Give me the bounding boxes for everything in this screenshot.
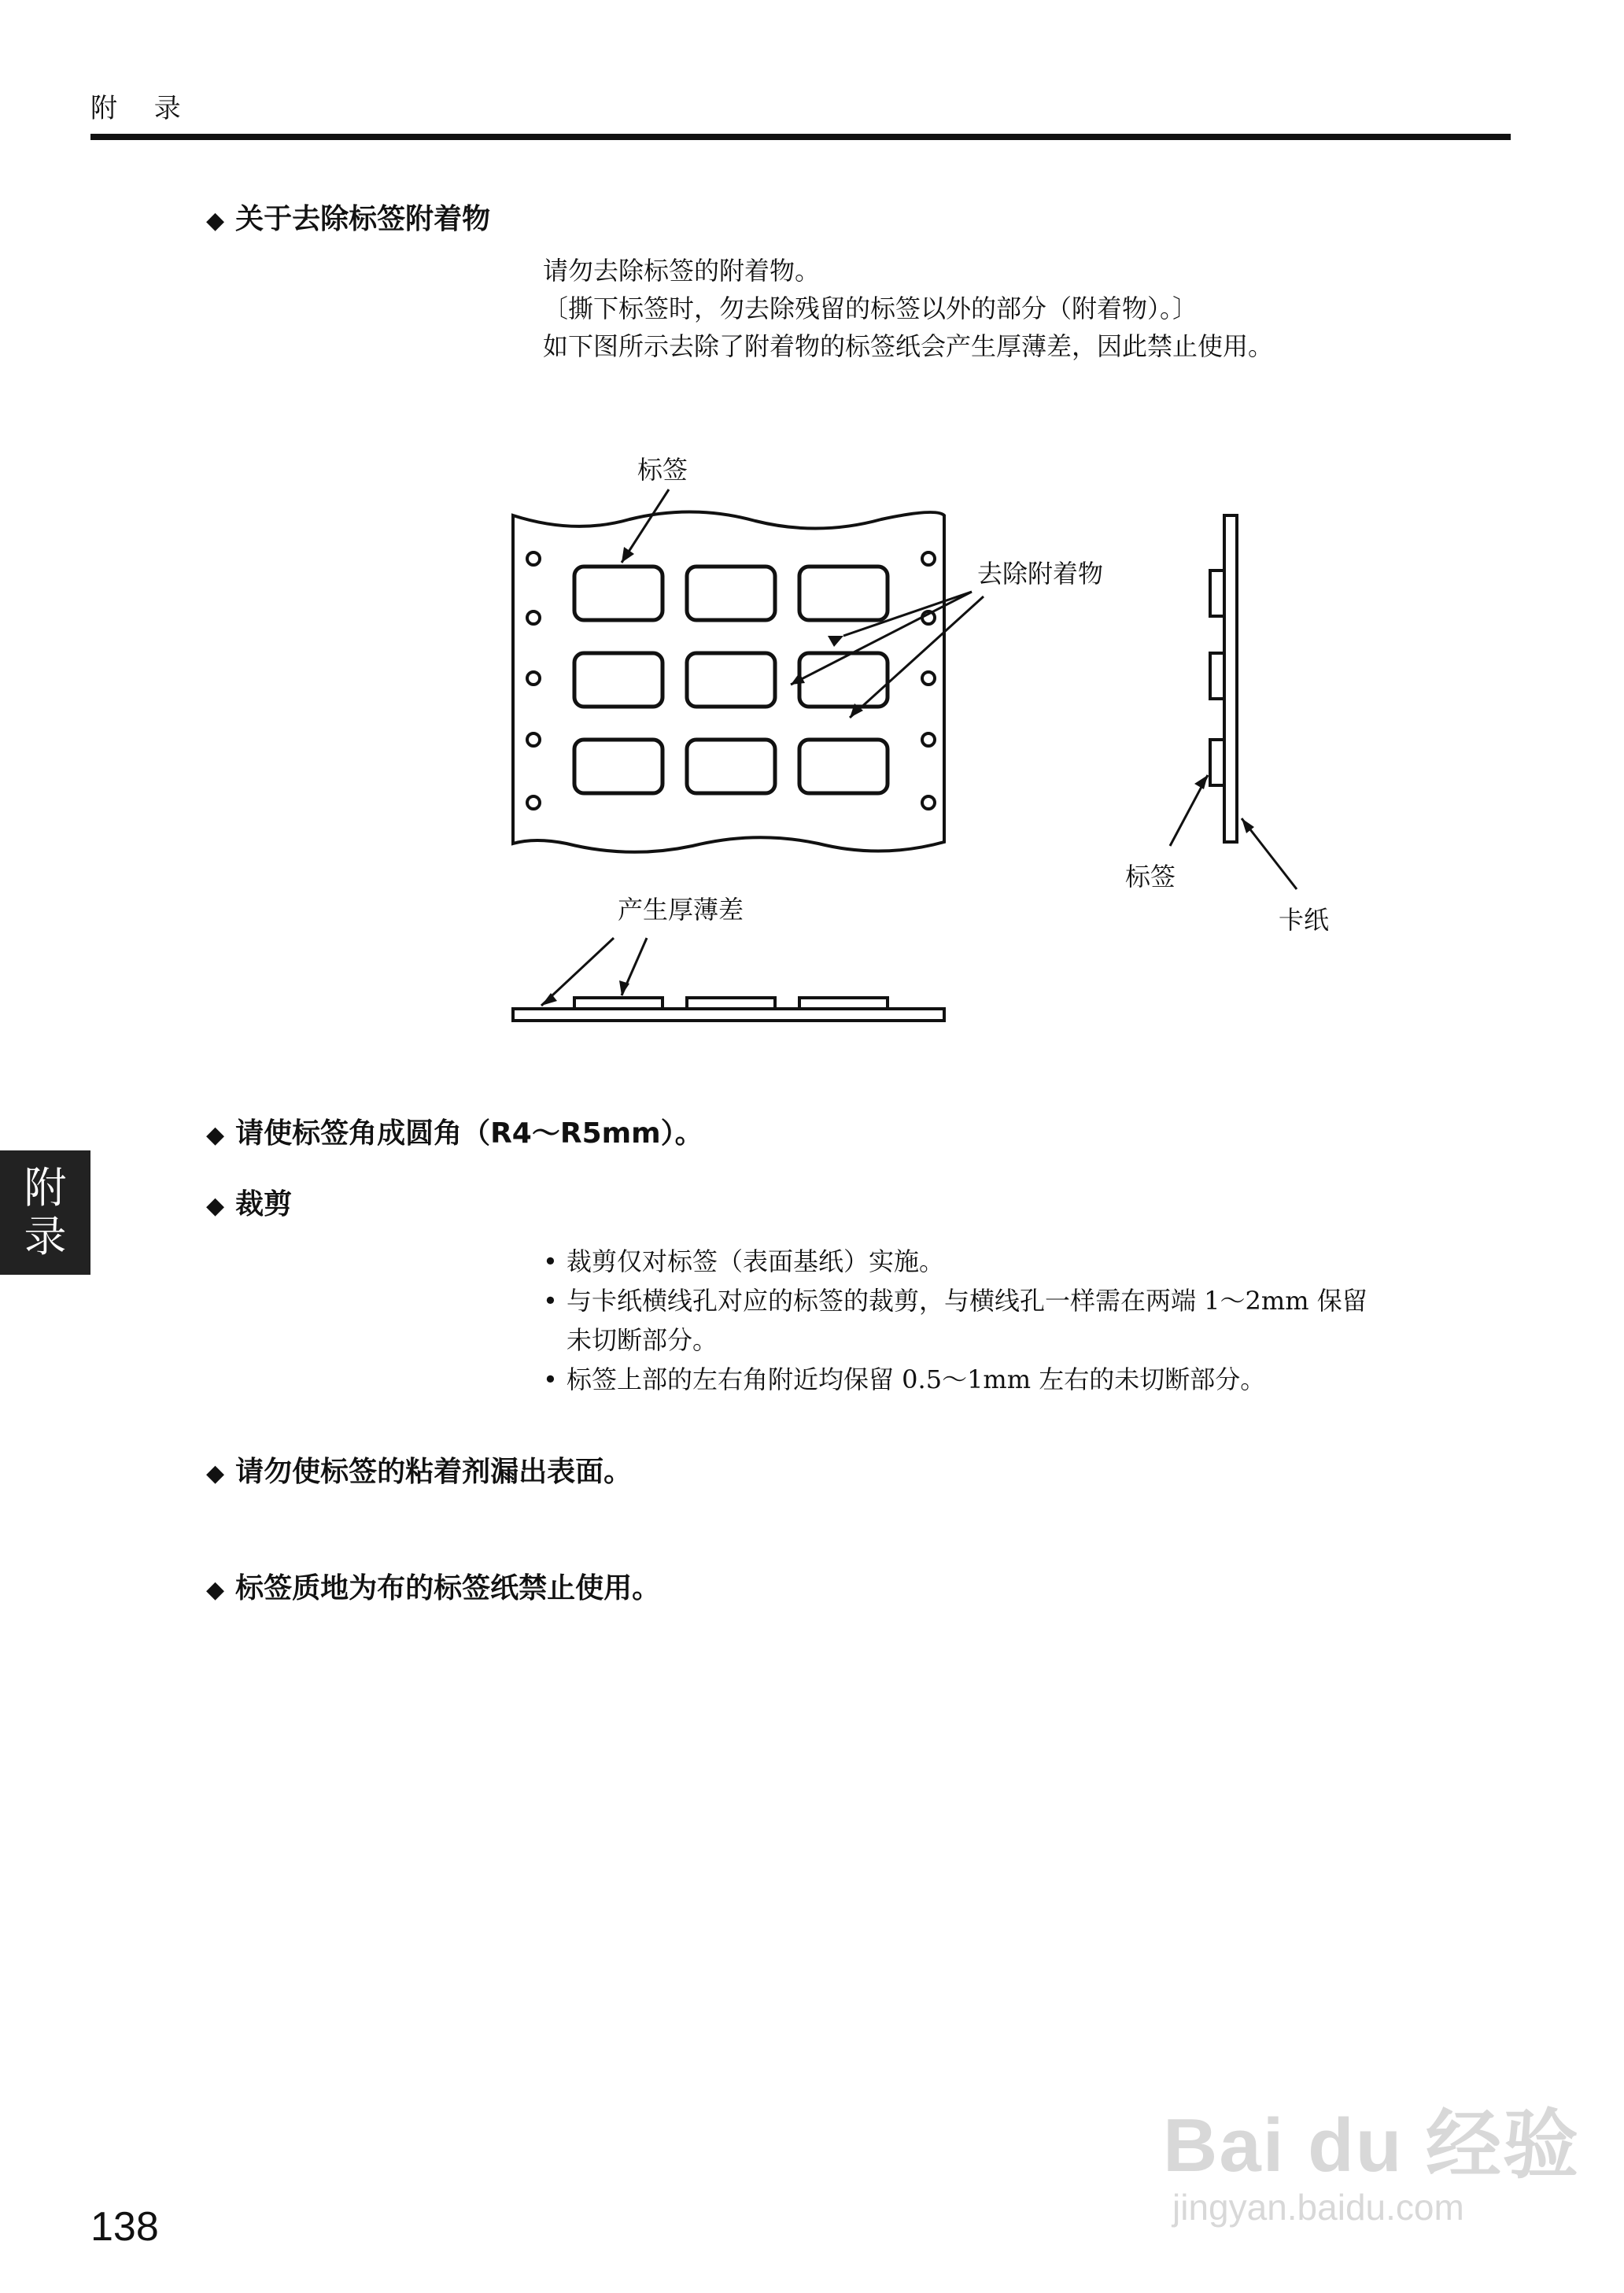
- diagram-label-side-label: 标签: [1125, 862, 1176, 892]
- page-number: 138: [90, 2204, 159, 2250]
- section-title: 裁剪: [235, 1188, 293, 1220]
- label-side-view: [1210, 653, 1224, 699]
- card-cross-section: [513, 1009, 944, 1021]
- list-item: • 标签上部的左右角附近均保留 0.5～1mm 左右的未切断部分。: [543, 1360, 1367, 1399]
- card-side-view: [1224, 515, 1237, 842]
- feed-hole: [527, 611, 540, 624]
- label-cross-section: [799, 998, 888, 1009]
- paragraph-line: 〔撕下标签时，勿去除残留的标签以外的部分（附着物）。〕: [543, 294, 1198, 323]
- diamond-bullet-icon: ◆: [206, 207, 225, 234]
- section-title: 请勿使标签的粘着剂漏出表面。: [235, 1456, 633, 1488]
- watermark-logo: Bai du 经验: [1163, 2103, 1581, 2188]
- leader-line: [850, 596, 984, 718]
- list-item: [543, 1281, 1367, 1360]
- appendix-side-tab: [0, 1150, 90, 1275]
- diamond-bullet-icon: ◆: [206, 1576, 225, 1604]
- diamond-bullet-icon: ◆: [206, 1192, 225, 1220]
- label-cross-section: [574, 998, 663, 1009]
- diamond-bullet-icon: ◆: [206, 1121, 225, 1149]
- label-rect: [574, 740, 663, 793]
- diamond-bullet-icon: ◆: [206, 1460, 225, 1487]
- feed-hole: [922, 796, 935, 809]
- diagram-label-remove: 去除附着物: [977, 559, 1104, 589]
- paragraph-line: 请勿去除标签的附着物。: [543, 256, 821, 286]
- label-rect: [799, 567, 888, 620]
- section-title: 请使标签角成圆角（R4～R5mm）。: [235, 1117, 703, 1150]
- running-header: 附 录: [90, 93, 195, 124]
- label-sheet-diagram: [0, 0, 1624, 1054]
- label-side-view: [1210, 740, 1224, 785]
- section-heading-cutting: [206, 1182, 292, 1222]
- section-heading-round-corners: [206, 1111, 703, 1151]
- label-rect: [687, 653, 775, 707]
- label-rect: [574, 653, 663, 707]
- feed-hole: [922, 733, 935, 746]
- label-rect: [687, 740, 775, 793]
- leader-line: [843, 592, 972, 636]
- label-rect: [574, 567, 663, 620]
- label-rect: [799, 653, 888, 707]
- diagram-label-card: 卡纸: [1279, 905, 1330, 935]
- label-cross-section: [687, 998, 775, 1009]
- feed-hole: [922, 672, 935, 685]
- feed-hole: [527, 672, 540, 685]
- section-heading-adhesive: [206, 1449, 632, 1490]
- diagram-label-thickness: 产生厚薄差: [618, 895, 744, 925]
- watermark-url: jingyan.baidu.com: [1172, 2187, 1464, 2228]
- label-rect: [799, 740, 888, 793]
- feed-hole: [527, 733, 540, 746]
- side-tab-char: 附: [24, 1163, 67, 1213]
- label-rect: [687, 567, 775, 620]
- label-side-view: [1210, 570, 1224, 616]
- list-item: • 裁剪仅对标签（表面基纸）实施。: [543, 1242, 1367, 1281]
- feed-hole: [922, 552, 935, 565]
- list-item-text: 与卡纸横线孔对应的标签的裁剪，与横线孔一样需在两端 1～2mm 保留: [567, 1286, 1367, 1316]
- section-title: 关于去除标签附着物: [235, 203, 491, 235]
- section-heading-cloth: [206, 1566, 660, 1606]
- feed-hole: [527, 552, 540, 565]
- list-item-text-continued: 未切断部分。: [567, 1325, 718, 1355]
- cutting-bullet-list: [543, 1242, 1367, 1399]
- section-title: 标签质地为布的标签纸禁止使用。: [235, 1572, 661, 1604]
- feed-hole: [527, 796, 540, 809]
- side-tab-char: 录: [24, 1212, 67, 1261]
- diagram-label-label: 标签: [637, 455, 688, 485]
- label-sheet-outline: [513, 511, 944, 851]
- paragraph-line: 如下图所示去除了附着物的标签纸会产生厚薄差，因此禁止使用。: [543, 331, 1274, 361]
